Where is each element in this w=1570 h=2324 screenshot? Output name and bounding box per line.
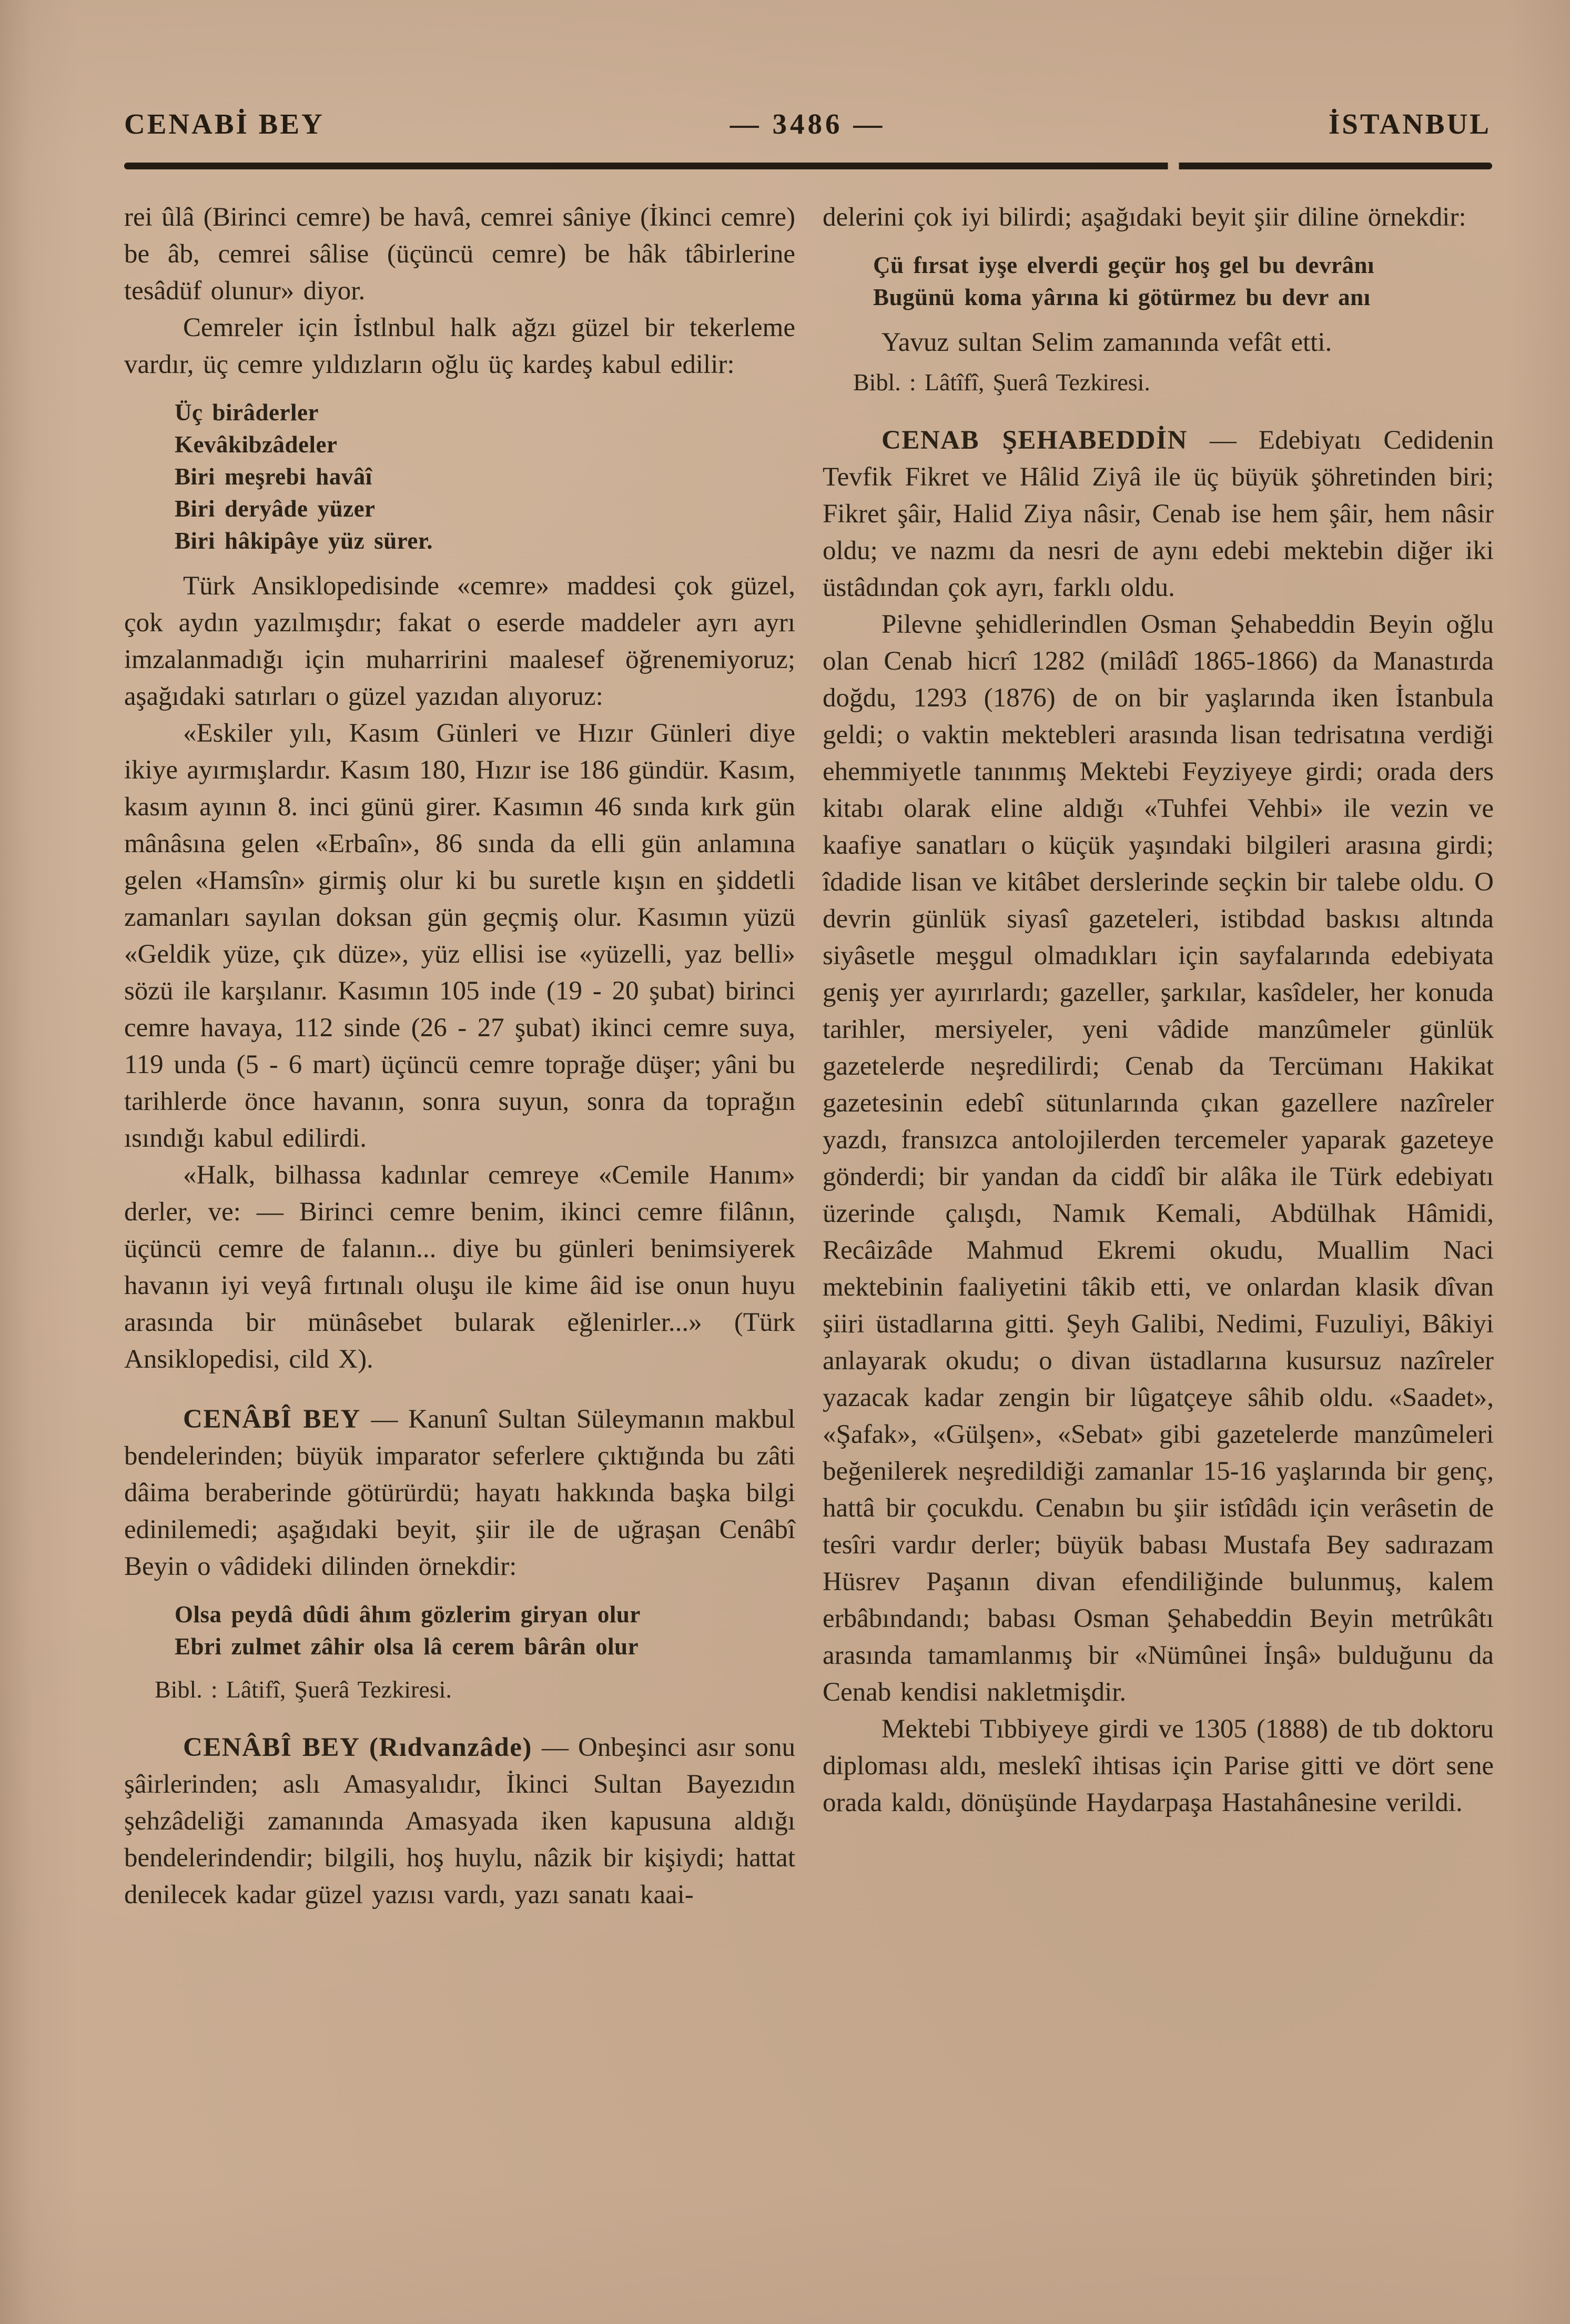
paragraph: «Eskiler yılı, Kasım Günleri ve Hızır Günleri diye ikiye ayırmışlardır. Kasım 180, Hızır ise 186 gündür. Kasım, kasım ayının 8. inci günü girer. Kasımın 46 sında kırk gün mânâsına gelen «Erbaîn», 86 sında da elli gün anlamına gelen «Hamsîn» girmiş olur ki bu suretle kışın en şiddetli zamanları sayılan doksan gün geçmiş olur. Kasımın yüzü «Geldik yüze, çık düze», yüz ellisi ise «yüzelli, yaz belli» sözü ile karşılanır. Kasımın 105 inde (19 - 20 şubat) birinci cemre havaya, 112 sinde (26 - 27 şubat) ikinci cemre suya, 119 unda (5 - 6 mart) üçüncü cemre toprağe düşer; yâni bu tarihlerde önce havanın, sonra suyun, sonra da toprağın ısındığı kabul edilirdi. — [124, 719, 795, 1153]
folk-rhyme-verse — [175, 397, 795, 557]
running-head-right: İSTANBUL — [1328, 108, 1491, 140]
verse-line: Çü fırsat iyşe elverdi geçür hoş gel bu devrânı — [873, 252, 1375, 278]
paragraph: Mektebi Tıbbiyeye girdi ve 1305 (1888) de tıb doktoru diploması aldı, meslekî ihtisas için Parise gitti ve dört sene orada kaldı, dönüşünde Haydarpaşa Hastahânesine verildi. — [823, 1714, 1494, 1817]
column-right — [823, 199, 1494, 1913]
bibliography-line: Bibl. : Lâtifî, Şuerâ Tezkiresi. — [155, 1676, 452, 1703]
entry-text: — Edebiyatı Cedidenin Tevfik Fikret ve Hâlid Ziyâ ile üç büyük şöhretinden biri; Fikret şâir, Halid Ziya nâsir, Cenab ise hem şâir, hem nâsir oldu; ve nazmı da nesri de aynı edebi mektebin diğer iki üstâdından çok ayrı, farklı oldu. — [823, 426, 1494, 602]
entry-text: — Onbeşinci asır sonu şâirlerinden; aslı Amasyalıdır, İkinci Sultan Bayezıdın şehzâdeliği zamanında Amasyada iken kapusuna aldığı bendelerindendir; bilgili, hoş huylu, nâzik bir kişiydi; hattat denilecek kadar güzel yazısı vardı, yazı sanatı kaai- — [124, 1733, 795, 1909]
entry-heading: CENÂBÎ BEY — [183, 1404, 361, 1434]
entry-text: — Kanunî Sultan Süleymanın makbul bendelerinden; büyük imparator seferlere çıktığında bu zâti dâima beraberinde götürürdü; hayatı hakkında başka bilgi edinilemedi; aşağıdaki beyit, şiir ile de uğraşan Cenâbî Beyin o vâdideki dilinden örnekdir: — [124, 1404, 795, 1581]
verse-line: Olsa peydâ dûdi âhım gözlerim giryan olur — [175, 1601, 641, 1628]
page-number: — 3486 — — [730, 108, 886, 140]
couplet-verse — [175, 1599, 795, 1663]
running-header — [0, 0, 1570, 138]
paragraph: Cemreler için İstlnbul halk ağzı güzel bir tekerleme vardır, üç cemre yıldızların oğlu üç kardeş kabul edilir: — [124, 313, 795, 379]
entry-heading: CENAB ŞEHABEDDİN — [882, 426, 1188, 455]
paragraph: Yavuz sultan Selim zamanında vefât etti. — [882, 328, 1332, 357]
verse-line: Biri deryâde yüzer — [175, 496, 376, 522]
paragraph: Türk Ansiklopedisinde «cemre» maddesi çok güzel, çok aydın yazılmışdır; fakat o eserde maddeler ayrı ayrı imzalanmadığı için muharririni maalesef öğrenemiyoruz; aşağıdaki satırları o güzel yazıdan alıyoruz: — [124, 571, 795, 711]
entry-cenabi-bey — [124, 1401, 795, 1585]
two-column-body — [0, 169, 1570, 1913]
verse-line: Ebri zulmet zâhir olsa lâ cerem bârân olur — [175, 1633, 639, 1660]
column-left — [124, 199, 795, 1913]
verse-line: Biri meşrebi havâî — [175, 463, 372, 490]
couplet-verse — [873, 249, 1494, 314]
entry-cenab-sehabeddin — [823, 422, 1494, 606]
entry-heading: CENÂBÎ BEY (Rıdvanzâde) — [183, 1733, 532, 1762]
entry-cenabi-bey-ridvanzade — [124, 1729, 795, 1913]
paragraph: Pilevne şehidlerindlen Osman Şehabeddin Beyin oğlu olan Cenab hicrî 1282 (milâdî 1865-1866) da Manastırda doğdu, 1293 (1876) de on bir yaşlarında iken İstanbula geldi; o vaktin mektebleri arasında lisan tedrisatına verdiği ehemmiyetle tanınmış Mektebi Feyziyeye girdi; orada ders kitabı olarak eline aldığı «Tuhfei Vehbi» ile vezin ve kaafiye sanatları o küçük yaşındaki bilgileri arasına girdi; îdadide lisan ve kitâbet derslerinde seçkin bir talebe oldu. O devrin günlük siyasî gazeteleri, istibdad baskısı altında siyâsetle meşgul olmadıkları için sayfalarında edebiyata geniş yer ayırırlardı; gazeller, şarkılar, kasîdeler, her konuda tarihler, mersiyeler, yeni vâdide manzûmeler günlük gazetelerde neşredilirdi; Cenab da Tercümanı Hakikat gazetesinin edebî sütunlarında çıkan gazellere nazîreler yazdı, fransızca antolojilerden tercemeler yaparak gazeteye gönderdi; bir yandan da ciddî bir alâka ile Türk edebiyatı üzerinde çalışdı, Namık Kemali, Abdülhak Hâmidi, Recâizâde Mahmud Ekremi okudu, Muallim Naci mektebinin faaliyetini tâkib etti, ve onlardan klasik dîvan şiiri üstadlarına gitti. Şeyh Galibi, Nedimi, Fuzuliyi, Bâkiyi anlayarak okudu; o divan üstadlarına kusursuz nazîreler yazacak kadar zengin bir lûgatçeye sâhib oldu. «Saadet», «Şafak», «Gülşen», «Sebat» gibi gazetelerde manzûmeleri beğenilerek neşredildiği zamanlar 15-16 yaşlarında bir genç, hattâ bir çocukdu. Cenabın bu şiir istîdâdı için verâsetin de tesîri vardır derler; büyük babası Mustafa Bey sadırazam Hüsrev Paşanın divan efendiliğinde bulunmuş, kalem erbâbındandı; babası Osman Şehabeddin Beyin metrûkâtı arasında tamamlanmış bir «Nümûnei İnşâ» bulduğunu da Cenab kendisi nakletmişdir. — [823, 610, 1494, 1707]
verse-line: Biri hâkipâye yüz sürer. — [175, 528, 433, 554]
verse-line: Kevâkibzâdeler — [175, 431, 338, 458]
running-head-left: CENABİ BEY — [124, 108, 325, 140]
verse-line: Bugünü koma yârına ki götürmez bu devr anı — [873, 284, 1371, 310]
verse-line: Üç birâderler — [175, 399, 319, 426]
bibliography-line: Bibl. : Lâtîfî, Şuerâ Tezkiresi. — [853, 369, 1150, 396]
paragraph: delerini çok iyi bilirdi; aşağıdaki beyit şiir diline örnekdir: — [823, 203, 1466, 232]
paragraph: «Halk, bilhassa kadınlar cemreye «Cemile Hanım» derler, ve: — Birinci cemre benim, ikinci cemre filânın, üçüncü cemre de falanın... diye bu günleri benimsiyerek havanın iyi veyâ fırtınalı oluşu ile kime âid ise onun huyu arasında bir münâsebet bularak eğlenirler...» (Türk Ansiklopedisi, cild X). — [124, 1160, 795, 1374]
header-divider-rule — [124, 163, 1492, 169]
paragraph: rei ûlâ (Birinci cemre) be havâ, cemrei sâniye (İkinci cemre) be âb, cemrei sâlise (üçüncü cemre) be hâk tâbirlerine tesâdüf olunur» diyor. — [124, 203, 795, 306]
